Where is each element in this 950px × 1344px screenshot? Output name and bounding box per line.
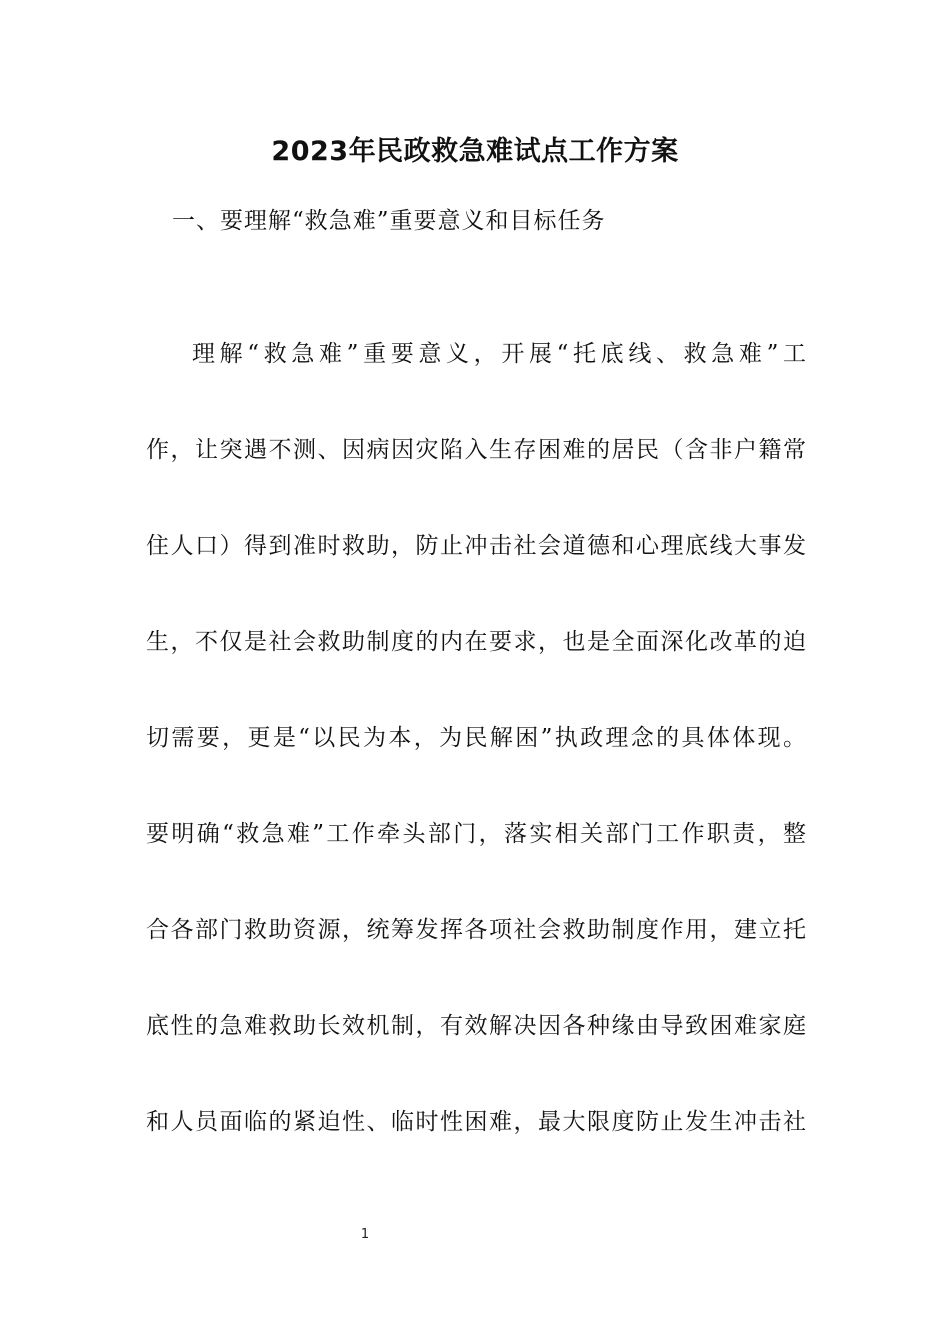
paragraph-line: 要明确“救急难”工作牵头部门，落实相关部门工作职责，整 [146,821,806,847]
paragraph-line: 底性的急难救助长效机制，有效解决因各种缘由导致困难家庭 [146,1013,806,1039]
paragraph-line: 和人员面临的紧迫性、临时性困难，最大限度防止发生冲击社 [146,1109,806,1135]
page-number: 1 [360,1227,370,1242]
section-heading: 一、要理解“救急难”重要意义和目标任务 [172,208,606,234]
paragraph-line: 切需要，更是“以民为本，为民解困”执政理念的具体体现。 [146,725,806,751]
paragraph-line: 生，不仅是社会救助制度的内在要求，也是全面深化改革的迫 [146,629,806,655]
document-title: 2023年民政救急难试点工作方案 [271,136,679,167]
paragraph-line: 合各部门救助资源，统筹发挥各项社会救助制度作用，建立托 [146,917,806,943]
paragraph-line: 理解“救急难”重要意义，开展“托底线、救急难”工 [192,341,806,367]
paragraph-line: 住人口）得到准时救助，防止冲击社会道德和心理底线大事发 [146,533,806,559]
body-text [146,306,806,1170]
paragraph-line: 作，让突遇不测、因病因灾陷入生存困难的居民（含非户籍常 [146,437,806,463]
